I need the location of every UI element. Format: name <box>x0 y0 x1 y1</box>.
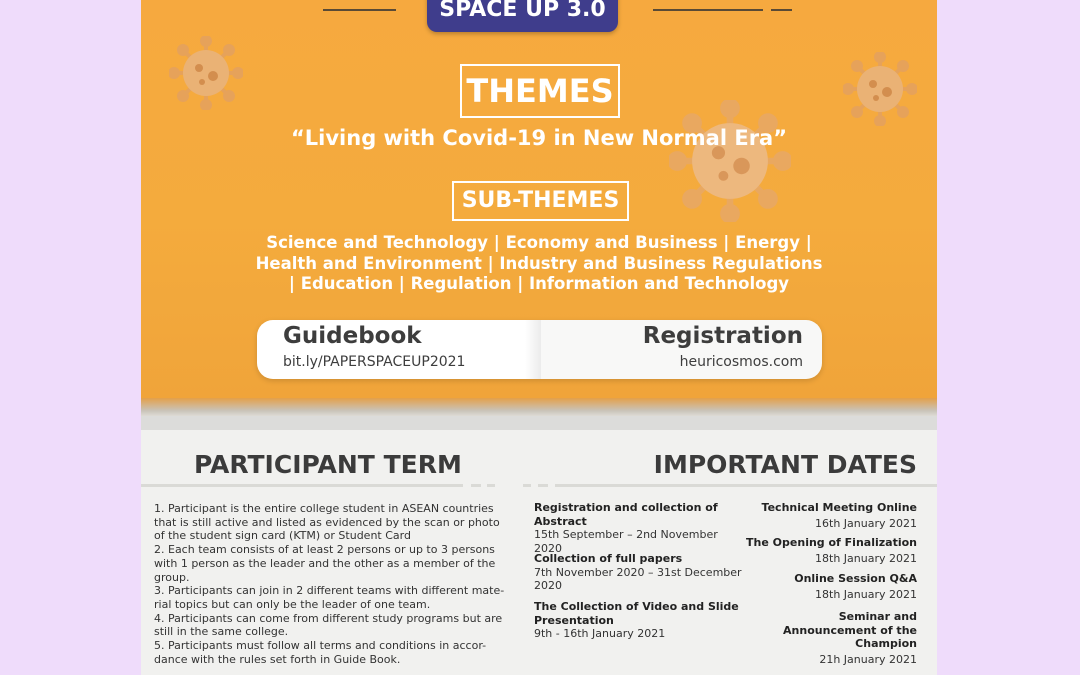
important-dates-heading: IMPORTANT DATES <box>653 450 917 479</box>
term-item: 4. Participants can come from different study programs but are still in the same college. <box>154 611 503 639</box>
heading-rule <box>555 484 937 487</box>
top-rule-left <box>323 9 396 11</box>
date-value: 9th - 16th January 2021 <box>534 627 666 641</box>
date-title: Technical Meeting Online <box>761 501 917 514</box>
subthemes-line: Health and Environment | Industry and Business Regulations <box>255 253 823 273</box>
registration-card[interactable] <box>541 320 822 379</box>
heading-rule <box>471 484 481 487</box>
links-pill <box>257 320 822 379</box>
guidebook-title: Guidebook <box>283 323 422 349</box>
date-item <box>747 610 917 667</box>
participant-terms <box>154 502 506 666</box>
heading-rule <box>523 484 531 487</box>
header-shadow <box>141 398 937 416</box>
term-item: 1. Participant is the entire college student in ASEAN countries that is still active and listed as evidenced by the scan or photo of the student sign card (KTM) or Student Card <box>154 502 500 543</box>
date-item <box>732 536 917 565</box>
date-title: The Collection of Video and Slide Presentation <box>534 600 739 627</box>
grey-band <box>141 416 937 430</box>
date-value: 16th January 2021 <box>815 516 917 530</box>
subthemes-line: | Education | Regulation | Information and Technology <box>288 274 790 293</box>
subthemes-line: Science and Technology | Economy and Business | Energy | <box>266 233 812 252</box>
date-item <box>732 501 917 530</box>
participant-term-heading: PARTICIPANT TERM <box>194 450 462 479</box>
date-item <box>534 501 744 556</box>
term-item: 3. Participants can join in 2 different teams with different mate-rial topics but can only be the leader of one team. <box>154 584 505 611</box>
top-rule-right-short <box>771 9 792 11</box>
virus-icon <box>669 100 791 222</box>
heading-rule <box>487 484 495 487</box>
top-rule-right <box>653 9 763 11</box>
date-value: 21h January 2021 <box>819 653 917 667</box>
virus-icon <box>169 36 243 110</box>
heading-rule <box>538 484 548 487</box>
themes-heading: THEMES <box>460 64 620 118</box>
date-value: 18th January 2021 <box>815 551 917 565</box>
term-item: 5. Participants must follow all terms and conditions in accor-dance with the rules set forth in Guide Book. <box>154 639 487 666</box>
date-item <box>534 552 744 593</box>
term-item: 2. Each team consists of at least 2 persons or up to 3 persons with 1 person as the leader and the other as a member of the group. <box>154 543 496 584</box>
registration-title: Registration <box>642 323 803 349</box>
theme-quote: “Living with Covid-19 in New Normal Era” <box>290 126 788 150</box>
subthemes-heading: SUB-THEMES <box>452 181 629 221</box>
date-title: Seminar and Announcement of the Champion <box>783 610 917 651</box>
guidebook-card[interactable] <box>257 320 541 379</box>
event-badge: SPACE UP 3.0 <box>427 0 618 32</box>
date-item <box>534 600 744 641</box>
registration-link[interactable]: heuricosmos.com <box>679 354 803 370</box>
date-title: The Opening of Finalization <box>746 536 917 549</box>
poster <box>141 0 937 675</box>
subthemes-list <box>251 233 827 295</box>
date-title: Registration and collection of Abstract <box>534 501 718 528</box>
virus-icon <box>843 52 917 126</box>
date-title: Collection of full papers <box>534 552 683 565</box>
date-title: Online Session Q&A <box>794 572 917 585</box>
date-value: 18th January 2021 <box>815 587 917 601</box>
date-value: 7th November 2020 – 31st December 2020 <box>534 565 742 593</box>
heading-rule <box>141 484 463 487</box>
guidebook-link[interactable]: bit.ly/PAPERSPACEUP2021 <box>283 354 466 370</box>
date-item <box>732 572 917 601</box>
date-value: 15th September – 2nd November 2020 <box>534 528 718 556</box>
